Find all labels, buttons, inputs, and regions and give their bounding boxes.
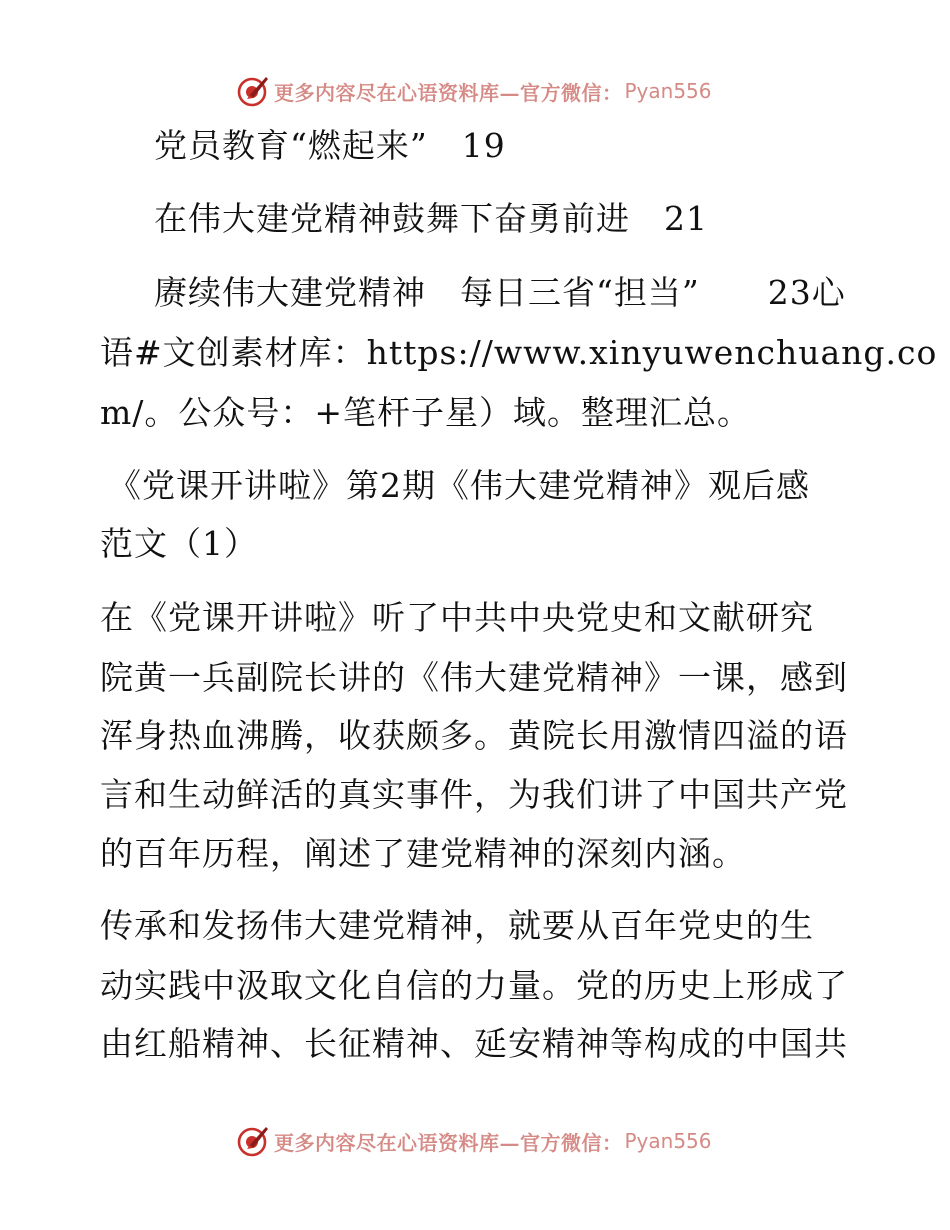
paragraph-line: 的百年历程，阐述了建党精神的深刻内涵。 [100, 834, 746, 873]
paragraph-line: 院黄一兵副院长讲的《伟大建党精神》一课，感到 [100, 658, 848, 697]
paragraph-line: 浑身热血沸腾，收获颇多。黄院长用激情四溢的语 [100, 716, 848, 755]
paragraph-line: 在《党课开讲啦》听了中共中央党史和文献研究 [100, 598, 814, 637]
brush-logo-icon [236, 1124, 270, 1158]
toc-item: 在伟大建党精神鼓舞下奋勇前进 21 [154, 199, 708, 238]
header-banner [236, 74, 712, 108]
toc-item: 赓续伟大建党精神 每日三省“担当” 23心 [154, 273, 846, 312]
wechat-account: Pyan556 [624, 79, 712, 103]
paragraph-line: 言和生动鲜活的真实事件，为我们讲了中国共产党 [100, 775, 848, 814]
brush-logo-icon [236, 74, 270, 108]
article-title: 《党课开讲啦》第2期《伟大建党精神》观后感 [108, 466, 810, 505]
paragraph-line: 动实践中汲取文化自信的力量。党的历史上形成了 [100, 966, 848, 1005]
footer-banner [236, 1124, 712, 1158]
paragraph-line: 传承和发扬伟大建党精神，就要从百年党史的生 [100, 906, 814, 945]
wechat-account: Pyan556 [624, 1129, 712, 1153]
banner-slogan: 更多内容尽在心语资料库—官方微信： [274, 80, 623, 105]
article-title: 范文（1） [100, 524, 258, 563]
banner-slogan: 更多内容尽在心语资料库—官方微信： [274, 1130, 623, 1155]
source-notice-line: 语#文创素材库：https://www.xinyuwenchuang.co [100, 333, 938, 372]
paragraph-line: 由红船精神、长征精神、延安精神等构成的中国共 [100, 1024, 848, 1063]
toc-item: 党员教育“燃起来” 19 [154, 126, 506, 165]
source-notice-line: m/。公众号：+笔杆子星）域。整理汇总。 [100, 393, 752, 432]
